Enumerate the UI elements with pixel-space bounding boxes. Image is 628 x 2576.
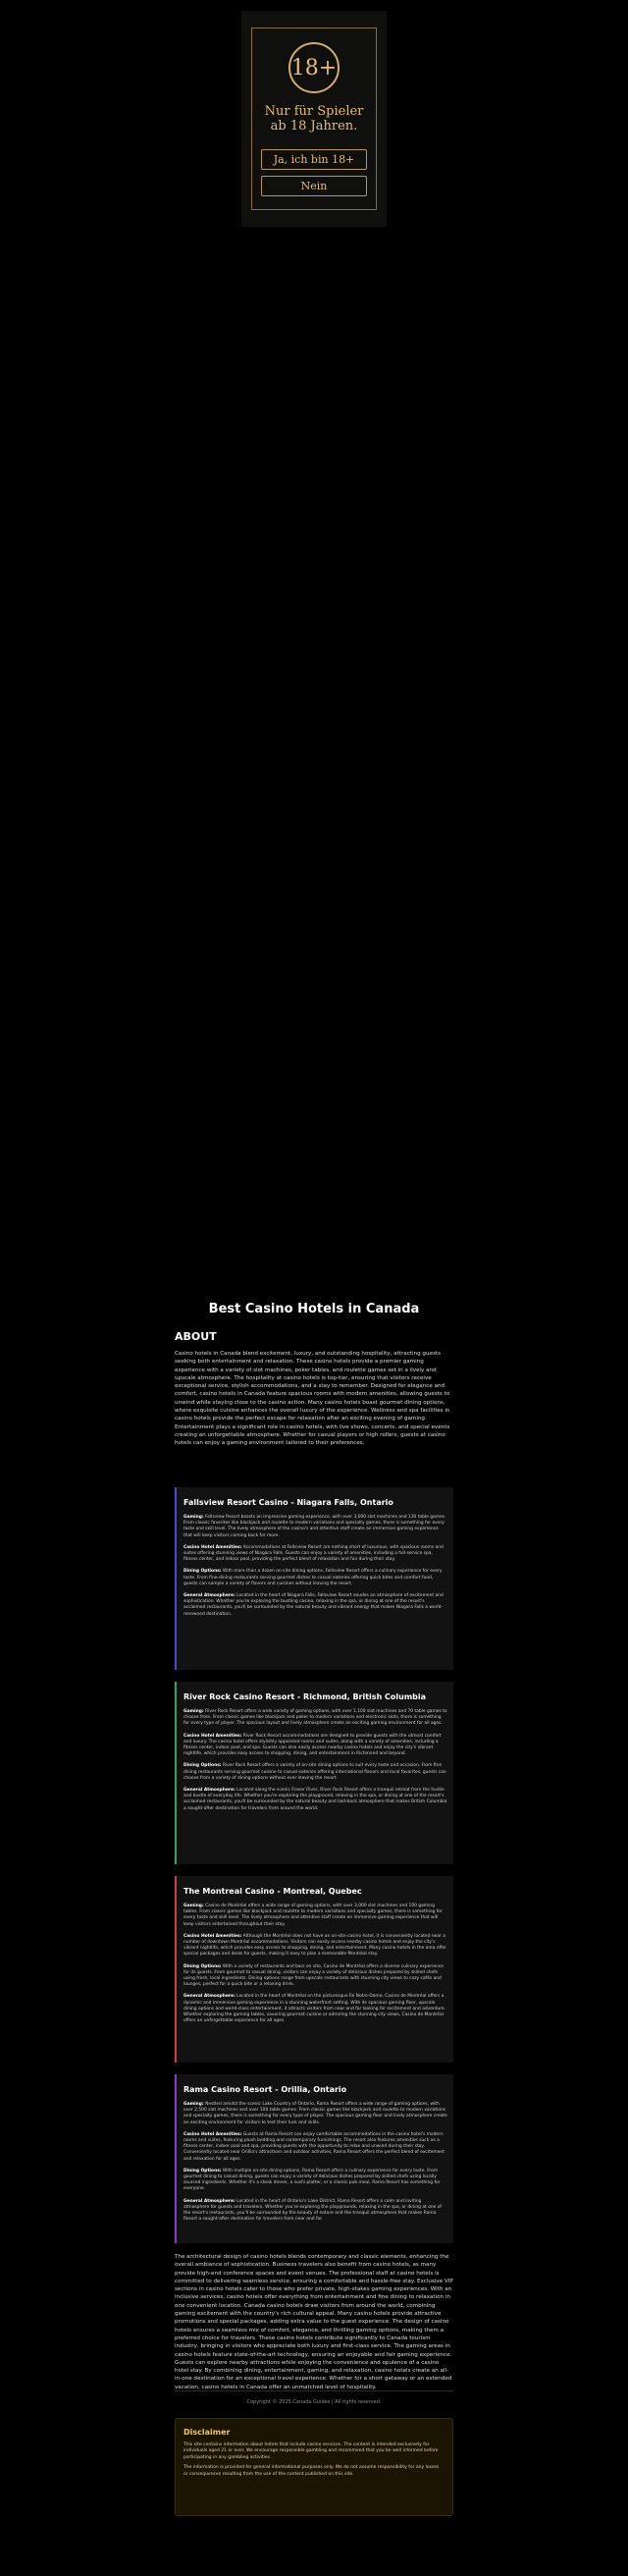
atmosphere-label: General Atmosphere:	[183, 2198, 236, 2204]
disclaimer-title: Disclaimer	[183, 2428, 231, 2437]
disclaimer-box	[175, 2418, 453, 2516]
dining-label: Dining Options:	[183, 2168, 222, 2174]
amenities-paragraph	[183, 2132, 447, 2163]
gaming-text: Casino de Montréal offers a wide range of gaming options, with over 3,000 slot machines and 100 gaming tables. From classic games like blackjack and roulette to modern variations and specialty games, there is something for every taste and skill level. The lively atmosphere and attentive staff create an immersive gaming experience that will keep visitors entertained throughout their stay.	[183, 1904, 443, 1927]
age-gate-title-line1: Nur für Spieler	[264, 104, 364, 119]
page-title: Best Casino Hotels in Canada	[208, 1302, 420, 1316]
gaming-label: Gaming:	[183, 1904, 204, 1908]
disclaimer-text-2: The information is provided for general informational purposes only. We do not assume responsibility for any losses or consequences resulting from the use of the content published on this site.	[183, 2465, 440, 2477]
atmosphere-label: General Atmosphere:	[183, 1994, 236, 2000]
dining-label: Dining Options:	[183, 1963, 222, 1969]
hotel-title: River Rock Casino Resort - Richmond, British Columbia	[183, 1692, 427, 1701]
hotel-card-fallsview	[175, 1487, 453, 1670]
hotel-card-rama	[175, 2074, 453, 2243]
gaming-label: Gaming:	[183, 1709, 204, 1714]
gaming-paragraph	[183, 2102, 447, 2126]
gaming-text: River Rock Resort offers a wide variety of gaming options, with over 1,100 slot machines and 70 table games to choose from. From classic games like blackjack and poker to modern variations and electronic slots, there is something for every type of player. The spacious layout and lively atmosphere create an exciting gaming environment for all ages.	[183, 1709, 447, 1727]
hotel-title: The Montreal Casino - Montreal, Quebec	[183, 1887, 362, 1896]
atmosphere-text: Located in the heart of Ontario's Lake District, Rama Resort offers a calm and inviting atmosphere for guests and travelers. Whether you're exploring the playgrounds, relaxing in the spa, or dining at one of the resort's restaurants, you'll be surrounded by the beauty of nature and the tranquil atmosphere that makes Rama Resort a sought-after destination for travelers from near and far.	[183, 2198, 442, 2223]
hotel-title: Fallsview Resort Casino - Niagara Falls, Ontario	[183, 1498, 393, 1507]
deny-age-button[interactable]: Nein	[261, 176, 367, 196]
amenities-paragraph	[183, 1545, 447, 1564]
atmosphere-text: Located in the heart of Niagara Falls, Fallsview Resort exudes an atmosphere of excitement and sophistication. Whether you're exploring the bustling casino, relaxing in the spa, or dining at one of the resort's acclaimed restaurants, you'll be surrounded by the natural beauty and vibrant energy that makes Niagara Falls a world-renowned destination.	[183, 1593, 444, 1617]
atmosphere-label: General Atmosphere:	[183, 1788, 236, 1794]
dining-paragraph	[183, 1569, 447, 1587]
gaming-paragraph	[183, 1904, 447, 1928]
main-content	[175, 1301, 453, 2477]
confirm-age-button[interactable]: Ja, ich bin 18+	[261, 149, 367, 170]
copyright: Copyright © 2025 Canada Guides | All rights reserved.	[246, 2399, 382, 2405]
dining-label: Dining Options:	[183, 1763, 222, 1769]
dining-text: River Rock Resort offers a variety of on-site dining options to suit every taste and occasion. From fine dining restaurants serving gourmet cuisine to casual eateries offering international flavors and local favorites, guests can choose from a variety of dining options without ever leaving the resort.	[183, 1763, 446, 1781]
dining-text: With a variety of restaurants and bars on site, Casino de Montréal offers a diverse culinary experience for its guests. From gourmet to casual dining, visitors can enjoy a variety of delicious dishes prepared by skilled chefs using fresh, local ingredients. Dining options range from upscale restaurants with stunning city views to cozy cafés and lounges, perfect for a quick bite or a relaxing drink.	[183, 1963, 445, 1988]
footer-divider	[175, 2390, 453, 2391]
gaming-paragraph	[183, 1515, 447, 1539]
gaming-text: Nestled amidst the scenic Lake Country of Ontario, Rama Resort offers a wide range of gaming options, with over 2,500 slot machines and over 100 table games. From classic games like blackjack and roulette to modern variations and specialty games, there is something for every type of player. The spacious gaming floor and lively atmosphere create an exciting environment for visitors to test their luck and skills.	[183, 2102, 447, 2125]
atmosphere-text: Located along the scenic Fraser River, River Rock Resort offers a tranquil retreat from the hustle and bustle of everyday life. Whether you're exploring the playground, relaxing in the spa, or dining at one of the resort's acclaimed restaurants, you'll be surrounded by the natural beauty and laid-back atmosphere that makes British Columbia a sought-after destination for travelers from around the world.	[183, 1788, 447, 1811]
closing-text: The architectural design of casino hotels blends contemporary and classic elements, enhancing the overall ambiance of sophistication. Business travelers also benefit from casino hotels, as many provide high-end conference spaces and event venues. The professional staff at casino hotels is committed to delivering seamless service, ensuring a comfortable and hassle-free stay. Exclusive VIP sections in casino hotels cater to those who prefer private, high-stakes gaming experiences. With an inclusive services, casino hotels offer everything from entertainment and fine dining to relaxation in one convenient location. Canada casino hotels draw visitors from around the world, combining gaming excitement with the country's rich cultural appeal. Many casino hotels provide attractive promotions and special packages, adding extra value to the guest experience. The design of casino hotels ensures a seamless mix of comfort, elegance, and thrilling gaming options, making them a preferred choice for travelers. These casino hotels contribute significantly to Canada tourism industry, bringing in visitors who appreciate both luxury and first-class service. The gaming areas in casino hotels feature state-of-the-art technology, ensuring an enjoyable and fair gaming experience. Guests can explore nearby attractions while enjoying the convenience and opulence of a casino hotel stay. By combining dining, entertainment, gaming, and relaxation, casino hotels create an all-in-one destination for an exceptional travel experience. Whether for a short getaway or an extended vacation, casino hotels in Canada offer an unmatched level of hospitality.	[175, 2254, 453, 2390]
age-badge: 18+	[288, 42, 340, 93]
amenities-text: River Rock Resort accommodations are designed to provide guests with the utmost comfort and luxury. The casino hotel offers stylishly appointed rooms and suites, along with a variety of amenities, including a fitness center, indoor pool, and spa. Guests can also easily access nearby casino hotels and enjoy the city's vibrant nightlife, which provides easy access to shopping, dining, and entertainment in Richmond and beyond.	[183, 1733, 442, 1757]
dining-paragraph	[183, 1763, 447, 1782]
amenities-text: Although the Montréal does not have an on-site casino hotel, it is conveniently located near a number of downtown Montréal accommodations. Visitors can easily access nearby casino hotels and enjoy the city's vibrant nightlife, which provides easy access to shopping, dining, and entertainment. Many casino hotels in the area offer special packages and deals for guests, making it easy to plan a memorable Montréal stay.	[183, 1933, 447, 1958]
dining-text: With multiple on-site dining options, Rama Resort offers a culinary experience for every taste. From gourmet dining to casual dining, guests can enjoy a variety of delicious dishes prepared by skilled chefs using locally sourced ingredients. Whether it's a steak dinner, a sushi platter, or a classic pub meal, Rama Resort has something for everyone.	[183, 2168, 441, 2192]
intro-text: Casino hotels in Canada blend excitement, luxury, and outstanding hospitality, attracting guests seeking both entertainment and relaxation. These casino hotels provide a premier gaming experience with a variety of slot machines, poker tables, and roulette games set in a lively and upscale atmosphere. The hospitality at casino hotels is top-tier, ensuring that visitors receive exceptional service, stylish accommodations, and a stay to remember. Designed for elegance and comfort, casino hotels in Canada feature spacious rooms with modern amenities, allowing guests to unwind while staying close to the casino action. Many casino hotels boast gourmet dining options, where exquisite cuisine enhances the overall luxury of the experience. Wellness and spa facilities in casino hotels provide the perfect escape for relaxation after an exciting evening of gaming. Entertainment plays a significant role in casino hotels, with live shows, concerts, and special events creating an unforgettable atmosphere. Whether for casual players or high rollers, guests at casino hotels can enjoy a gaming environment tailored to their preferences.	[175, 1351, 450, 1447]
atmosphere-text: Located in the heart of Montréal on the picturesque Île Notre-Dame, Casino de Montréal offers a dynamic and immersive gaming experience in a stunning waterfront setting. With its spacious gaming floor, upscale dining options and world-class entertainment, it attracts visitors from near and far looking for excitement and adventure. Whether exploring the gaming tables, savoring gourmet cuisine or admiring the stunning city views, Casino de Montréal offers an unforgettable experience for all ages.	[183, 1994, 446, 2024]
dining-paragraph	[183, 1964, 447, 1989]
hotel-card-montreal	[175, 1876, 453, 2063]
age-gate-title-line2: ab 18 Jahren.	[270, 119, 358, 134]
amenities-label: Casino Hotel Amenities:	[183, 1933, 242, 1939]
age-gate-frame	[251, 27, 377, 210]
age-gate-modal	[241, 11, 387, 227]
amenities-label: Casino Hotel Amenities:	[183, 1733, 242, 1739]
gaming-label: Gaming:	[183, 2102, 204, 2107]
amenities-text: Accommodations at Fallsview Resort are nothing short of luxurious, with spacious rooms and suites offering stunning views of Niagara Falls. Guests can enjoy a variety of amenities, including a full-service spa, fitness center, and indoor pool, providing the perfect blend of relaxation and fun during their stay.	[183, 1544, 444, 1563]
amenities-paragraph	[183, 1934, 447, 1959]
hotel-card-river-rock	[175, 1682, 453, 1864]
atmosphere-paragraph	[183, 1994, 447, 2024]
hotel-title: Rama Casino Resort - Orillia, Ontario	[183, 2085, 347, 2094]
dining-label: Dining Options:	[183, 1569, 222, 1575]
amenities-paragraph	[183, 1734, 447, 1758]
dining-text: With more than a dozen on-site dining options, Fallsview Resort offers a culinary experience for every taste. From fine-dining restaurants serving gourmet dishes to casual eateries offering quick bites and comfort food, guests can sample a variety of flavors and cuisines without leaving the resort.	[183, 1569, 443, 1586]
atmosphere-paragraph	[183, 1593, 447, 1618]
disclaimer-text-1: This site contains information about hotels that include casino services. The content is intended exclusively for individuals aged 21 or over. We encourage responsible gambling and recommend that you be well informed before participating in any gambling activities.	[183, 2442, 439, 2460]
atmosphere-paragraph	[183, 1788, 447, 1812]
dining-paragraph	[183, 2169, 447, 2193]
about-heading: ABOUT	[175, 1330, 217, 1343]
atmosphere-label: General Atmosphere:	[183, 1593, 236, 1599]
amenities-text: Guests at Rama Resort can enjoy comfortable accommodations in the casino hotel's modern rooms and suites, featuring plush bedding and contemporary furnishings. The resort also features amenities such as a fitness center, indoor pool and spa, providing guests with the opportunity to relax and unwind during their stay. Conveniently located near Orillia's attractions and outdoor activities, Rama Resort offers the perfect blend of excitement and relaxation for all ages.	[183, 2131, 445, 2162]
gaming-label: Gaming:	[183, 1515, 204, 1520]
age-gate-title	[265, 104, 364, 134]
atmosphere-paragraph	[183, 2199, 447, 2224]
gaming-paragraph	[183, 1709, 447, 1728]
amenities-label: Casino Hotel Amenities:	[183, 2131, 242, 2137]
amenities-label: Casino Hotel Amenities:	[183, 1544, 242, 1550]
gaming-text: Fallsview Resort boasts an impressive gaming experience, with over 3,000 slot machines and 130 table games. From classic favorites like blackjack and roulette to modern variations and specialty games, there is something for every taste and skill level. The lively atmosphere of the casino's and attentive staff create an immersive gaming experience that will keep visitors coming back for more.	[183, 1515, 446, 1538]
